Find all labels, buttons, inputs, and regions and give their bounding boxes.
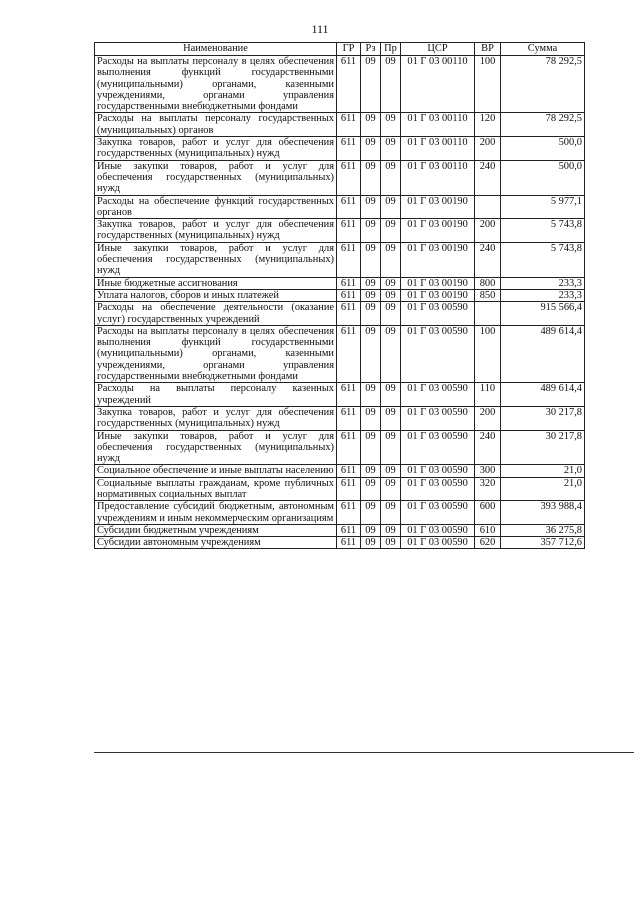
cell-vr (475, 302, 501, 326)
cell-sum: 21,0 (501, 465, 585, 477)
cell-pr: 09 (381, 477, 401, 501)
cell-pr: 09 (381, 302, 401, 326)
table-row (95, 537, 585, 549)
cell-name: Иные бюджетные ассигнования (95, 277, 337, 289)
cell-gr: 611 (337, 537, 361, 549)
cell-name: Расходы на выплаты персоналу в целях обеспечения выполнения функций государственными (муниципальными) органами, казенными учреждениями, органами управления государственными внебюджетными фондами (95, 325, 337, 382)
table-row (95, 195, 585, 219)
cell-rz: 09 (361, 277, 381, 289)
cell-rz: 09 (361, 302, 381, 326)
header-rz: Рз (361, 43, 381, 56)
cell-csr: 01 Г 03 00110 (401, 56, 475, 113)
header-pr: Пр (381, 43, 401, 56)
cell-csr: 01 Г 03 00190 (401, 242, 475, 277)
cell-name: Закупка товаров, работ и услуг для обеспечения государственных (муниципальных) нужд (95, 219, 337, 243)
cell-vr: 240 (475, 242, 501, 277)
cell-gr: 611 (337, 277, 361, 289)
cell-vr: 110 (475, 383, 501, 407)
table-row (95, 277, 585, 289)
cell-csr: 01 Г 03 00590 (401, 430, 475, 465)
cell-rz: 09 (361, 501, 381, 525)
cell-gr: 611 (337, 524, 361, 536)
cell-vr: 200 (475, 406, 501, 430)
cell-rz: 09 (361, 537, 381, 549)
cell-rz: 09 (361, 430, 381, 465)
cell-gr: 611 (337, 465, 361, 477)
cell-name: Закупка товаров, работ и услуг для обеспечения государственных (муниципальных) нужд (95, 406, 337, 430)
cell-sum: 5 743,8 (501, 242, 585, 277)
cell-csr: 01 Г 03 00110 (401, 137, 475, 161)
cell-sum: 489 614,4 (501, 383, 585, 407)
cell-pr: 09 (381, 137, 401, 161)
cell-csr: 01 Г 03 00190 (401, 277, 475, 289)
cell-csr: 01 Г 03 00190 (401, 219, 475, 243)
cell-vr: 100 (475, 56, 501, 113)
cell-pr: 09 (381, 325, 401, 382)
cell-pr: 09 (381, 113, 401, 137)
cell-vr: 120 (475, 113, 501, 137)
table-row (95, 289, 585, 301)
cell-vr: 600 (475, 501, 501, 525)
cell-rz: 09 (361, 524, 381, 536)
cell-csr: 01 Г 03 00590 (401, 477, 475, 501)
cell-rz: 09 (361, 160, 381, 195)
cell-sum: 500,0 (501, 160, 585, 195)
cell-rz: 09 (361, 56, 381, 113)
cell-pr: 09 (381, 195, 401, 219)
cell-vr: 100 (475, 325, 501, 382)
header-gr: ГР (337, 43, 361, 56)
header-vr: ВР (475, 43, 501, 56)
cell-csr: 01 Г 03 00590 (401, 524, 475, 536)
cell-name: Расходы на обеспечение деятельности (оказание услуг) государственных учреждений (95, 302, 337, 326)
cell-csr: 01 Г 03 00590 (401, 501, 475, 525)
cell-rz: 09 (361, 137, 381, 161)
cell-gr: 611 (337, 302, 361, 326)
cell-sum: 233,3 (501, 289, 585, 301)
cell-gr: 611 (337, 195, 361, 219)
cell-pr: 09 (381, 383, 401, 407)
footer-divider (94, 752, 634, 753)
cell-pr: 09 (381, 465, 401, 477)
cell-csr: 01 Г 03 00590 (401, 383, 475, 407)
cell-vr: 620 (475, 537, 501, 549)
cell-sum: 915 566,4 (501, 302, 585, 326)
cell-gr: 611 (337, 501, 361, 525)
cell-vr: 200 (475, 219, 501, 243)
cell-name: Субсидии автономным учреждениям (95, 537, 337, 549)
cell-gr: 611 (337, 242, 361, 277)
cell-sum: 357 712,6 (501, 537, 585, 549)
cell-name: Иные закупки товаров, работ и услуг для обеспечения государственных (муниципальных) нужд (95, 430, 337, 465)
cell-gr: 611 (337, 137, 361, 161)
cell-csr: 01 Г 03 00110 (401, 160, 475, 195)
cell-vr: 240 (475, 430, 501, 465)
cell-pr: 09 (381, 242, 401, 277)
cell-name: Расходы на выплаты персоналу государственных (муниципальных) органов (95, 113, 337, 137)
cell-gr: 611 (337, 406, 361, 430)
cell-rz: 09 (361, 477, 381, 501)
cell-sum: 489 614,4 (501, 325, 585, 382)
table-row (95, 325, 585, 382)
cell-name: Расходы на выплаты персоналу в целях обеспечения выполнения функций государственными (муниципальными) органами, казенными учреждениями, органами управления государственными внебюджетными фондами (95, 56, 337, 113)
table-row (95, 219, 585, 243)
cell-name: Социальные выплаты гражданам, кроме публичных нормативных социальных выплат (95, 477, 337, 501)
cell-sum: 393 988,4 (501, 501, 585, 525)
cell-csr: 01 Г 03 00190 (401, 195, 475, 219)
cell-pr: 09 (381, 501, 401, 525)
cell-name: Социальное обеспечение и иные выплаты населению (95, 465, 337, 477)
table-row (95, 56, 585, 113)
cell-rz: 09 (361, 195, 381, 219)
cell-csr: 01 Г 03 00110 (401, 113, 475, 137)
budget-table (94, 42, 585, 549)
cell-vr: 610 (475, 524, 501, 536)
cell-pr: 09 (381, 430, 401, 465)
cell-sum: 500,0 (501, 137, 585, 161)
cell-gr: 611 (337, 113, 361, 137)
table-row (95, 430, 585, 465)
cell-sum: 78 292,5 (501, 56, 585, 113)
cell-rz: 09 (361, 219, 381, 243)
table-row (95, 137, 585, 161)
cell-name: Расходы на выплаты персоналу казенных учреждений (95, 383, 337, 407)
cell-gr: 611 (337, 383, 361, 407)
header-csr: ЦСР (401, 43, 475, 56)
header-name: Наименование (95, 43, 337, 56)
cell-vr: 320 (475, 477, 501, 501)
cell-gr: 611 (337, 219, 361, 243)
cell-vr: 300 (475, 465, 501, 477)
cell-pr: 09 (381, 219, 401, 243)
cell-pr: 09 (381, 160, 401, 195)
cell-rz: 09 (361, 242, 381, 277)
table-row (95, 160, 585, 195)
cell-rz: 09 (361, 325, 381, 382)
cell-pr: 09 (381, 524, 401, 536)
page-number: 111 (311, 22, 329, 36)
table-header-row (95, 43, 585, 56)
cell-csr: 01 Г 03 00590 (401, 302, 475, 326)
cell-gr: 611 (337, 56, 361, 113)
cell-gr: 611 (337, 430, 361, 465)
cell-sum: 30 217,8 (501, 430, 585, 465)
cell-vr: 850 (475, 289, 501, 301)
cell-csr: 01 Г 03 00190 (401, 289, 475, 301)
cell-gr: 611 (337, 289, 361, 301)
header-sum: Сумма (501, 43, 585, 56)
cell-gr: 611 (337, 477, 361, 501)
table-row (95, 477, 585, 501)
cell-sum: 30 217,8 (501, 406, 585, 430)
cell-name: Закупка товаров, работ и услуг для обеспечения государственных (муниципальных) нужд (95, 137, 337, 161)
cell-gr: 611 (337, 160, 361, 195)
cell-pr: 09 (381, 537, 401, 549)
cell-name: Иные закупки товаров, работ и услуг для обеспечения государственных (муниципальных) нужд (95, 242, 337, 277)
cell-name: Уплата налогов, сборов и иных платежей (95, 289, 337, 301)
cell-csr: 01 Г 03 00590 (401, 325, 475, 382)
cell-rz: 09 (361, 289, 381, 301)
table-row (95, 465, 585, 477)
cell-rz: 09 (361, 406, 381, 430)
cell-vr: 240 (475, 160, 501, 195)
cell-vr (475, 195, 501, 219)
table-row (95, 113, 585, 137)
cell-pr: 09 (381, 406, 401, 430)
cell-name: Иные закупки товаров, работ и услуг для обеспечения государственных (муниципальных) нужд (95, 160, 337, 195)
cell-sum: 21,0 (501, 477, 585, 501)
cell-rz: 09 (361, 465, 381, 477)
cell-pr: 09 (381, 289, 401, 301)
cell-csr: 01 Г 03 00590 (401, 406, 475, 430)
cell-name: Предоставление субсидий бюджетным, автономным учреждениям и иным некоммерческим организациям (95, 501, 337, 525)
cell-sum: 233,3 (501, 277, 585, 289)
cell-gr: 611 (337, 325, 361, 382)
cell-sum: 78 292,5 (501, 113, 585, 137)
table-row (95, 383, 585, 407)
cell-pr: 09 (381, 56, 401, 113)
cell-sum: 36 275,8 (501, 524, 585, 536)
cell-csr: 01 Г 03 00590 (401, 537, 475, 549)
cell-pr: 09 (381, 277, 401, 289)
cell-rz: 09 (361, 383, 381, 407)
cell-sum: 5 977,1 (501, 195, 585, 219)
cell-csr: 01 Г 03 00590 (401, 465, 475, 477)
table-row (95, 524, 585, 536)
cell-sum: 5 743,8 (501, 219, 585, 243)
table-row (95, 242, 585, 277)
table-row (95, 501, 585, 525)
cell-vr: 800 (475, 277, 501, 289)
cell-vr: 200 (475, 137, 501, 161)
table-row (95, 406, 585, 430)
cell-name: Расходы на обеспечение функций государственных органов (95, 195, 337, 219)
cell-name: Субсидии бюджетным учреждениям (95, 524, 337, 536)
table-row (95, 302, 585, 326)
cell-rz: 09 (361, 113, 381, 137)
